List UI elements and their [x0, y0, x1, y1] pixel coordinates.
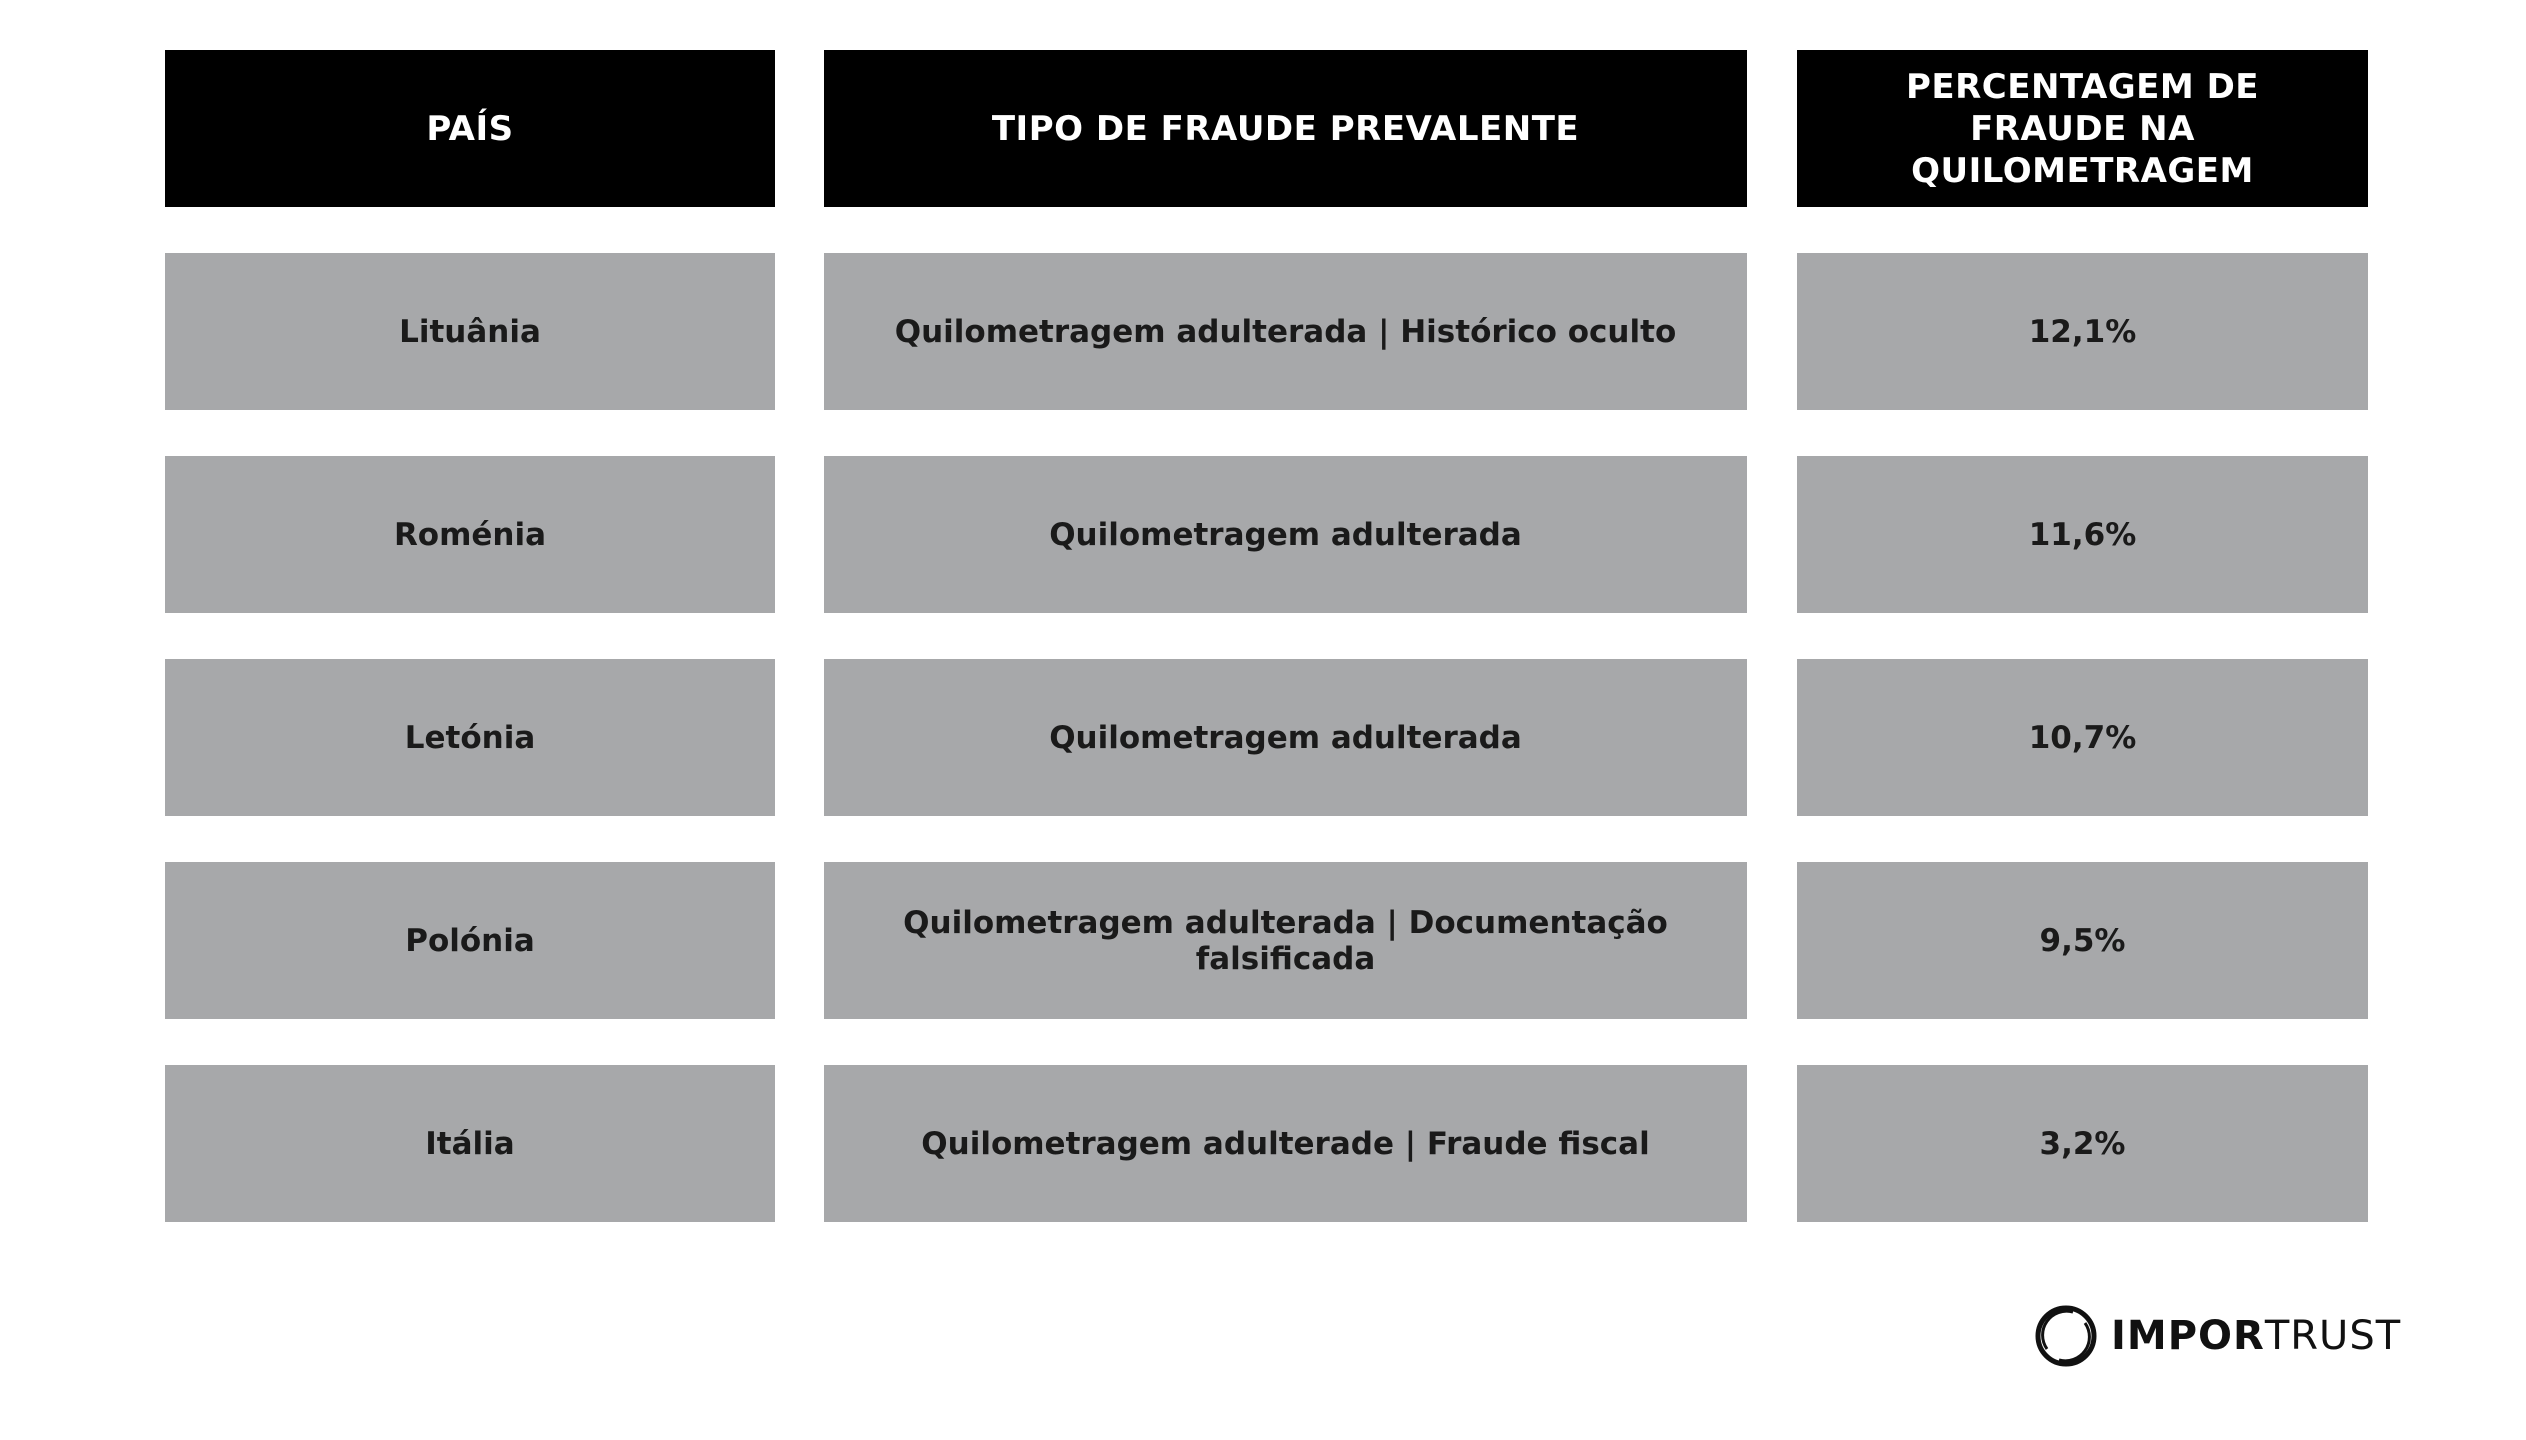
cell-percentage: 10,7% — [1797, 659, 2368, 816]
brand-name-bold: IMPOR — [2111, 1313, 2265, 1359]
header-cell-country: PAÍS — [165, 50, 775, 207]
cell-country: Lituânia — [165, 253, 775, 410]
cell-percentage: 9,5% — [1797, 862, 2368, 1019]
header-cell-fraud-type: TIPO DE FRAUDE PREVALENTE — [824, 50, 1747, 207]
cell-percentage: 12,1% — [1797, 253, 2368, 410]
cell-fraud-type: Quilometragem adulterada | Documentação falsificada — [824, 862, 1747, 1019]
cell-percentage: 11,6% — [1797, 456, 2368, 613]
cell-country: Roménia — [165, 456, 775, 613]
cell-fraud-type: Quilometragem adulterada — [824, 456, 1747, 613]
cell-fraud-type: Quilometragem adulterada | Histórico oculto — [824, 253, 1747, 410]
cell-fraud-type: Quilometragem adulterade | Fraude fiscal — [824, 1065, 1747, 1222]
importrust-logo — [2033, 1301, 2401, 1371]
cell-country: Itália — [165, 1065, 775, 1222]
cell-fraud-type: Quilometragem adulterada — [824, 659, 1747, 816]
header-cell-percentage: PERCENTAGEM DE FRAUDE NA QUILOMETRAGEM — [1797, 50, 2368, 207]
importrust-ring-icon — [2033, 1303, 2099, 1369]
brand-name-regular: TRUST — [2264, 1313, 2402, 1359]
cell-country: Letónia — [165, 659, 775, 816]
brand-name — [2111, 1313, 2401, 1359]
cell-percentage: 3,2% — [1797, 1065, 2368, 1222]
cell-country: Polónia — [165, 862, 775, 1019]
